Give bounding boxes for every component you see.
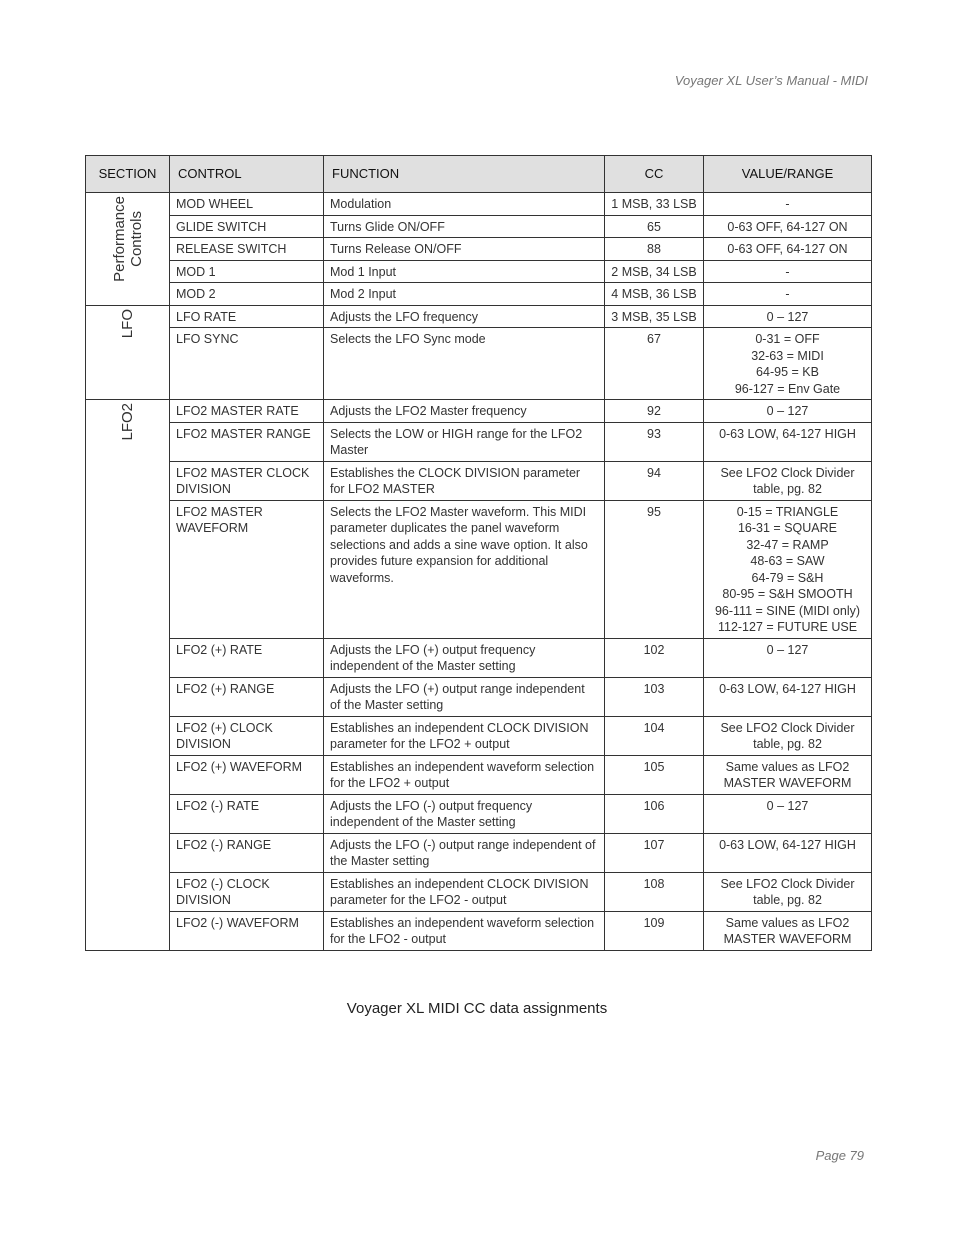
cc-cell: 65 <box>605 215 704 238</box>
header-cc: CC <box>605 156 704 193</box>
value-cell: 0 – 127 <box>704 794 872 833</box>
cc-cell: 94 <box>605 461 704 500</box>
table-row <box>86 283 872 306</box>
value-cell: 0 – 127 <box>704 305 872 328</box>
function-cell: Modulation <box>324 193 605 216</box>
table-row <box>86 911 872 950</box>
value-cell: Same values as LFO2 MASTER WAVEFORM <box>704 755 872 794</box>
table-row <box>86 238 872 261</box>
cc-cell: 103 <box>605 677 704 716</box>
midi-cc-table <box>85 155 872 951</box>
function-cell: Adjusts the LFO (-) output range independent of the Master setting <box>324 833 605 872</box>
value-cell: 0-63 OFF, 64-127 ON <box>704 238 872 261</box>
function-cell: Establishes the CLOCK DIVISION parameter for LFO2 MASTER <box>324 461 605 500</box>
cc-cell: 88 <box>605 238 704 261</box>
function-cell: Turns Release ON/OFF <box>324 238 605 261</box>
table-caption: Voyager XL MIDI CC data assignments <box>346 1000 608 1017</box>
control-cell: GLIDE SWITCH <box>170 215 324 238</box>
table-row <box>86 260 872 283</box>
table-row <box>86 400 872 423</box>
function-cell: Adjusts the LFO (+) output range independent of the Master setting <box>324 677 605 716</box>
table-row <box>86 328 872 400</box>
control-cell: LFO RATE <box>170 305 324 328</box>
control-cell: MOD WHEEL <box>170 193 324 216</box>
section-performance-controls <box>86 193 170 306</box>
value-cell: - <box>704 193 872 216</box>
table-header-row <box>86 156 872 193</box>
value-cell: 0-63 LOW, 64-127 HIGH <box>704 677 872 716</box>
value-cell: 0 – 127 <box>704 638 872 677</box>
function-cell: Establishes an independent CLOCK DIVISION parameter for the LFO2 + output <box>324 716 605 755</box>
table-row <box>86 794 872 833</box>
cc-cell: 95 <box>605 500 704 638</box>
cc-cell: 92 <box>605 400 704 423</box>
table-row <box>86 638 872 677</box>
function-cell: Selects the LFO Sync mode <box>324 328 605 400</box>
control-cell: LFO2 MASTER CLOCK DIVISION <box>170 461 324 500</box>
function-cell: Establishes an independent CLOCK DIVISION parameter for the LFO2 - output <box>324 872 605 911</box>
value-cell: 0-15 = TRIANGLE 16-31 = SQUARE 32-47 = RAMP 48-63 = SAW 64-79 = S&H 80-95 = S&H SMOOTH 96-111 = SINE (MIDI only) 112-127 = FUTURE USE <box>704 500 872 638</box>
cc-cell: 4 MSB, 36 LSB <box>605 283 704 306</box>
table-row <box>86 422 872 461</box>
table-row <box>86 305 872 328</box>
header-section: SECTION <box>86 156 170 193</box>
control-cell: LFO2 MASTER RATE <box>170 400 324 423</box>
cc-cell: 2 MSB, 34 LSB <box>605 260 704 283</box>
control-cell: LFO SYNC <box>170 328 324 400</box>
function-cell: Adjusts the LFO (-) output frequency independent of the Master setting <box>324 794 605 833</box>
cc-cell: 3 MSB, 35 LSB <box>605 305 704 328</box>
control-cell: LFO2 (+) CLOCK DIVISION <box>170 716 324 755</box>
header-control: CONTROL <box>170 156 324 193</box>
header-value-range: VALUE/RANGE <box>704 156 872 193</box>
value-cell: 0-31 = OFF 32-63 = MIDI 64-95 = KB 96-127 = Env Gate <box>704 328 872 400</box>
value-cell: - <box>704 260 872 283</box>
control-cell: MOD 1 <box>170 260 324 283</box>
value-cell: 0-63 LOW, 64-127 HIGH <box>704 422 872 461</box>
section-label: LFO2 <box>119 403 136 441</box>
value-cell: 0-63 LOW, 64-127 HIGH <box>704 833 872 872</box>
cc-cell: 102 <box>605 638 704 677</box>
function-cell: Turns Glide ON/OFF <box>324 215 605 238</box>
value-cell: Same values as LFO2 MASTER WAVEFORM <box>704 911 872 950</box>
table-row <box>86 677 872 716</box>
table-row <box>86 716 872 755</box>
section-label: Performance Controls <box>110 196 145 282</box>
function-cell: Selects the LFO2 Master waveform. This MIDI parameter duplicates the panel waveform selections and adds a sine wave option. It also provides future expansion for additional waveforms. <box>324 500 605 638</box>
control-cell: MOD 2 <box>170 283 324 306</box>
value-cell: See LFO2 Clock Divider table, pg. 82 <box>704 716 872 755</box>
table-row <box>86 872 872 911</box>
value-cell: See LFO2 Clock Divider table, pg. 82 <box>704 461 872 500</box>
cc-cell: 104 <box>605 716 704 755</box>
table-row <box>86 461 872 500</box>
page-number: Page 79 <box>815 1148 864 1163</box>
running-header: Voyager XL User’s Manual - MIDI <box>674 73 868 88</box>
value-cell: - <box>704 283 872 306</box>
cc-cell: 108 <box>605 872 704 911</box>
control-cell: LFO2 (+) RATE <box>170 638 324 677</box>
table-row <box>86 500 872 638</box>
table-row <box>86 215 872 238</box>
function-cell: Adjusts the LFO (+) output frequency independent of the Master setting <box>324 638 605 677</box>
control-cell: LFO2 (-) WAVEFORM <box>170 911 324 950</box>
cc-cell: 107 <box>605 833 704 872</box>
function-cell: Selects the LOW or HIGH range for the LFO2 Master <box>324 422 605 461</box>
function-cell: Establishes an independent waveform selection for the LFO2 - output <box>324 911 605 950</box>
header-function: FUNCTION <box>324 156 605 193</box>
cc-cell: 67 <box>605 328 704 400</box>
control-cell: LFO2 MASTER WAVEFORM <box>170 500 324 638</box>
cc-cell: 105 <box>605 755 704 794</box>
control-cell: LFO2 MASTER RANGE <box>170 422 324 461</box>
value-cell: 0-63 OFF, 64-127 ON <box>704 215 872 238</box>
control-cell: LFO2 (+) RANGE <box>170 677 324 716</box>
table-row <box>86 833 872 872</box>
value-cell: 0 – 127 <box>704 400 872 423</box>
function-cell: Mod 2 Input <box>324 283 605 306</box>
section-lfo2 <box>86 400 170 951</box>
control-cell: LFO2 (-) RATE <box>170 794 324 833</box>
function-cell: Establishes an independent waveform selection for the LFO2 + output <box>324 755 605 794</box>
control-cell: LFO2 (-) RANGE <box>170 833 324 872</box>
cc-cell: 109 <box>605 911 704 950</box>
cc-cell: 106 <box>605 794 704 833</box>
control-cell: LFO2 (-) CLOCK DIVISION <box>170 872 324 911</box>
control-cell: RELEASE SWITCH <box>170 238 324 261</box>
value-cell: See LFO2 Clock Divider table, pg. 82 <box>704 872 872 911</box>
cc-cell: 93 <box>605 422 704 461</box>
section-lfo <box>86 305 170 400</box>
function-cell: Adjusts the LFO frequency <box>324 305 605 328</box>
cc-cell: 1 MSB, 33 LSB <box>605 193 704 216</box>
function-cell: Adjusts the LFO2 Master frequency <box>324 400 605 423</box>
table-row <box>86 755 872 794</box>
function-cell: Mod 1 Input <box>324 260 605 283</box>
section-label: LFO <box>119 308 136 338</box>
table-row <box>86 193 872 216</box>
control-cell: LFO2 (+) WAVEFORM <box>170 755 324 794</box>
